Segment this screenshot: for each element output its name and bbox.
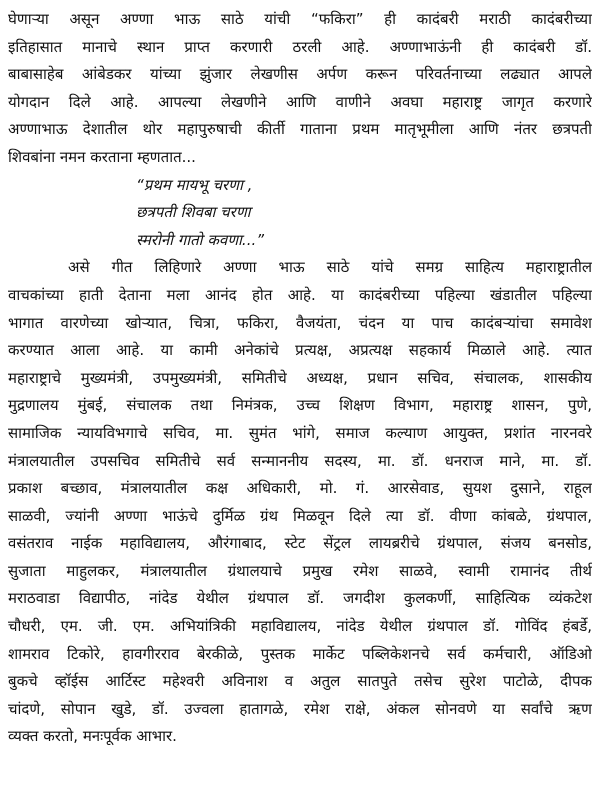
text-line: सुजाता माहुलकर, मंत्रालयातील ग्रंथालयाचे प्रमुख रमेश साळवे, स्वामी रामानंद तीर्थ [8,561,592,580]
poem-line: छत्रपती शिवबा चरणा [136,203,251,222]
text-line: वाचकांच्या हाती देताना मला आनंद होत आहे. या कादंबरीच्या पहिल्या खंडातील पहिल्या [8,285,592,304]
paragraph-1 [8,6,592,172]
text-line: करण्यात आला आहे. या कामी अनेकांचे प्रत्यक्ष, अप्रत्यक्ष सहकार्य मिळाले आहे. त्यात [8,341,592,360]
paragraph-2 [8,254,592,751]
text-line: बुकचे व्हॉईस आर्टिस्ट महेश्वरी अविनाश व अतुल सातपुते तसेच सुरेश पाटोळे, दीपक [8,672,592,691]
text-line: व्यक्त करतो, मनःपूर्वक आभार. [8,727,177,746]
text-line: शामराव टिकोरे, हावगीरराव बेरकीळे, पुस्तक मार्केट पब्लिकेशनचे सर्व कर्मचारी, ऑडिओ [8,644,592,663]
text-line: मंत्रालयातील उपसचिव समितीचे सर्व सन्माननीय सदस्य, मा. डॉ. धनराज माने, मा. डॉ. [8,451,592,470]
poem-line: स्मरोनी गातो कवणा...” [136,230,265,249]
text-line: भागात वारणेच्या खोऱ्यात, चित्रा, फकिरा, वैजयंता, चंदन या पाच कादंबऱ्यांचा समावेश [8,313,592,332]
poem-quote [8,172,592,255]
text-line: वसंतराव नाईक महाविद्यालय, औरंगाबाद, स्टेट सेंट्रल लायब्ररीचे ग्रंथपाल, संजय बनसोड, [8,534,592,553]
text-line: असे गीत लिहिणारे अण्णा भाऊ साठे यांचे समग्र साहित्य महाराष्ट्रातील [68,258,592,277]
text-line: प्रकाश बच्छाव, मंत्रालयातील कक्ष अधिकारी, मो. गं. आरसेवाड, सुयश दुसाने, राहूल [8,479,592,498]
text-line: घेणाऱ्या असून अण्णा भाऊ साठे यांची “फकिरा” ही कादंबरी मराठी कादंबरीच्या [8,10,592,28]
text-line: बाबासाहेब आंबेडकर यांच्या झुंजार लेखणीस अर्पण करून परिवर्तनाच्या लढ्यात आपले [8,65,592,84]
text-line: शिवबांना नमन करताना म्हणतात... [8,147,196,166]
text-line: मराठवाडा विद्यापीठ, नांदेड येथील ग्रंथपाल डॉ. जगदीश कुलकर्णी, साहित्यिक व्यंकटेश [8,589,592,608]
document-page [8,6,592,751]
text-line: इतिहासात मानाचे स्थान प्राप्त करणारी ठरली आहे. अण्णाभाऊंनी ही कादंबरी डॉ. [8,37,592,56]
text-line: योगदान दिले आहे. आपल्या लेखणीने आणि वाणीने अवघा महाराष्ट्र जागृत करणारे [8,92,592,111]
text-line: मुद्रणालय मुंबई, संचालक तथा निमंत्रक, उच्च शिक्षण विभाग, महाराष्ट्र शासन, पुणे, [8,396,592,415]
text-line: चांदणे, सोपान खुडे, डॉ. उज्वला हातागळे, रमेश राक्षे, अंकल सोनवणे या सर्वांचे ऋण [8,699,592,718]
text-line: सामाजिक न्यायविभगाचे सचिव, मा. सुमंत भांगे, समाज कल्याण आयुक्त, प्रशांत नारनवरे [8,423,592,442]
text-line: अण्णाभाऊ देशातील थोर महापुरुषाची कीर्ती गाताना प्रथम मातृभूमीला आणि नंतर छत्रपती [8,120,592,139]
text-line: चौधरी, एम. जी. एम. अभियांत्रिकी महाविद्यालय, नांदेड येथील ग्रंथपाल डॉ. गोविंद हंबर्डे, [8,617,592,636]
text-line: साळवी, ज्यांनी अण्णा भाऊंचे दुर्मिळ ग्रंथ मिळवून दिले त्या डॉ. वीणा कांबळे, ग्रंथपाल, [8,506,592,525]
poem-line: “प्रथम मायभू चरणा , [136,175,253,194]
text-line: महाराष्ट्राचे मुख्यमंत्री, उपमुख्यमंत्री, समितीचे अध्यक्ष, प्रधान सचिव, संचालक, शासकीय [8,368,592,387]
